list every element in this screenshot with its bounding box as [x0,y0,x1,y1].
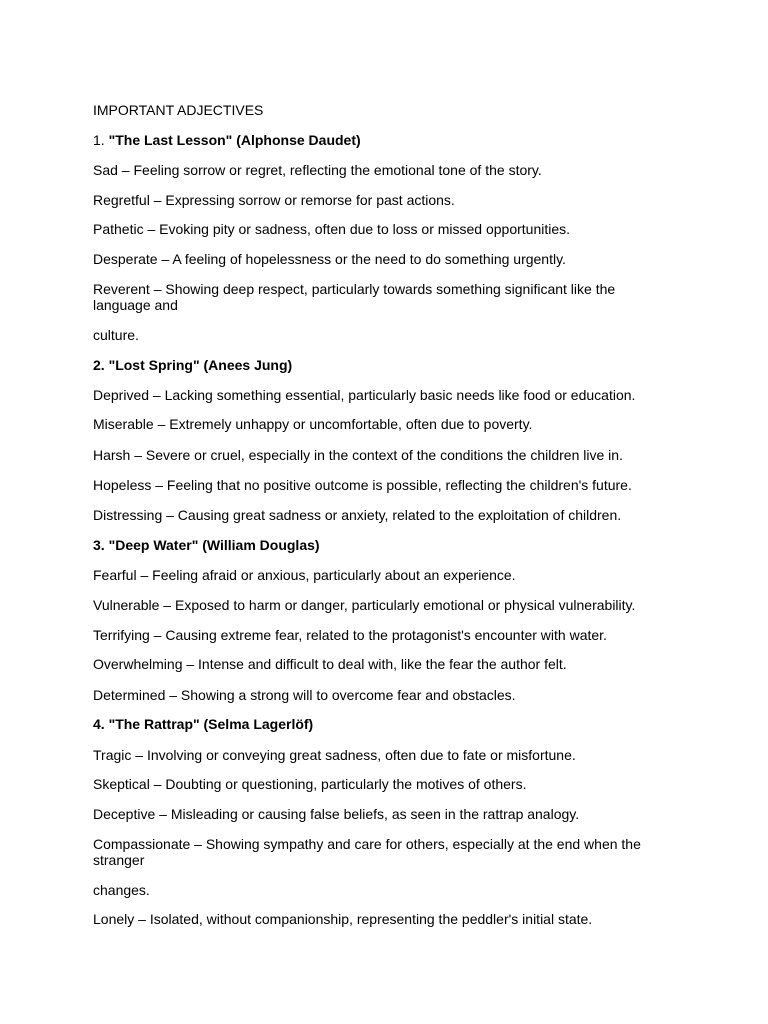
adjective-item: Harsh – Severe or cruel, especially in the context of the conditions the children live in. [93,447,623,463]
adjective-item: Sad – Feeling sorrow or regret, reflecting the emotional tone of the story. [93,162,542,178]
adjective-item: Tragic – Involving or conveying great sadness, often due to fate or misfortune. [93,747,576,763]
section-title: "The Last Lesson" (Alphonse Daudet) [108,132,361,148]
adjective-item: Compassionate – Showing sympathy and care for others, especially at the end when the stranger [93,836,641,868]
adjective-item: Miserable – Extremely unhappy or uncomfortable, often due to poverty. [93,416,533,432]
adjective-item: Deprived – Lacking something essential, particularly basic needs like food or education. [93,387,636,403]
adjective-item: Pathetic – Evoking pity or sadness, often due to loss or missed opportunities. [93,221,571,237]
adjective-item: Fearful – Feeling afraid or anxious, particularly about an experience. [93,567,516,583]
document-heading: IMPORTANT ADJECTIVES [93,102,264,118]
adjective-item: Lonely – Isolated, without companionship, representing the peddler's initial state. [93,911,593,927]
adjective-item: Deceptive – Misleading or causing false beliefs, as seen in the rattrap analogy. [93,806,580,822]
adjective-item: Skeptical – Doubting or questioning, particularly the motives of others. [93,776,527,792]
adjective-item: Terrifying – Causing extreme fear, related to the protagonist's encounter with water. [93,627,607,643]
section-title: 2. "Lost Spring" (Anees Jung) [93,357,293,373]
adjective-item: Vulnerable – Exposed to harm or danger, particularly emotional or physical vulnerability. [93,597,636,613]
adjective-item-continuation: changes. [93,882,150,898]
adjective-item: Distressing – Causing great sadness or anxiety, related to the exploitation of children. [93,507,622,523]
adjective-item: Regretful – Expressing sorrow or remorse for past actions. [93,192,455,208]
section-number: 1. [93,132,105,148]
section-title: 4. "The Rattrap" (Selma Lagerlöf) [93,716,314,732]
adjective-item: Desperate – A feeling of hopelessness or the need to do something urgently. [93,251,566,267]
section-heading [93,132,673,148]
adjective-item: Reverent – Showing deep respect, particularly towards something significant like the language and [93,281,616,313]
section-title: 3. "Deep Water" (William Douglas) [93,537,320,553]
adjective-item-continuation: culture. [93,327,139,343]
adjective-item: Hopeless – Feeling that no positive outcome is possible, reflecting the children's future. [93,477,632,493]
adjective-item: Determined – Showing a strong will to overcome fear and obstacles. [93,687,516,703]
adjective-item: Overwhelming – Intense and difficult to deal with, like the fear the author felt. [93,656,567,672]
